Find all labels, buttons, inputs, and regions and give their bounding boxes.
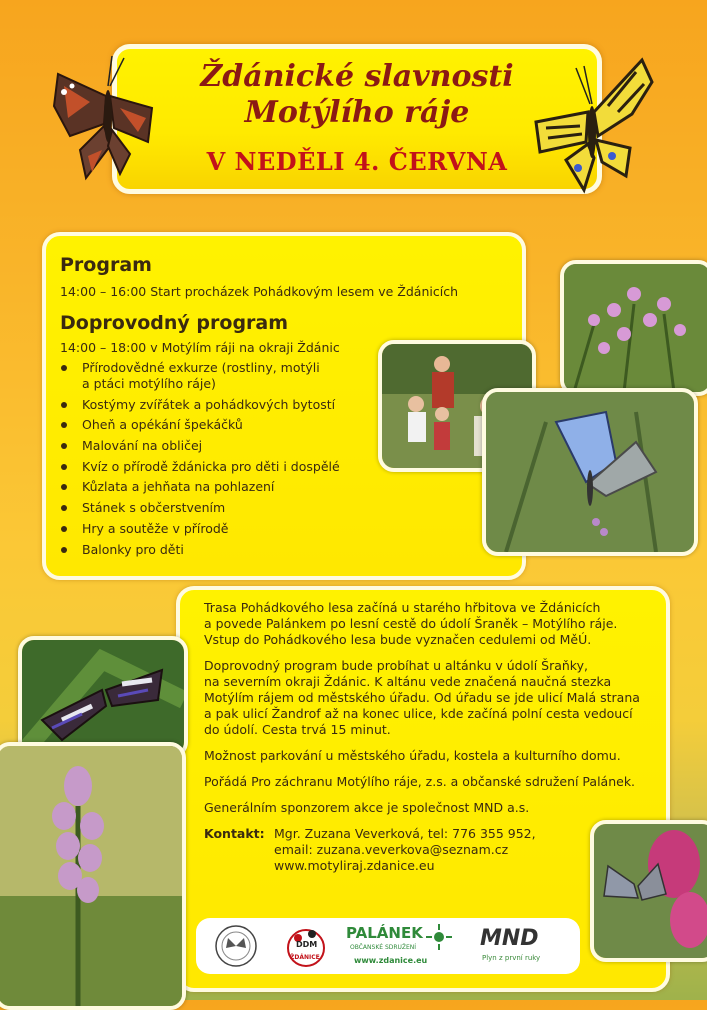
- motyli-raj-logo-icon: [214, 924, 258, 968]
- contact-label: Kontakt:: [204, 826, 265, 841]
- event-title: [117, 59, 597, 131]
- palanek-sun-icon: [426, 924, 452, 950]
- title-line-2: Motýlího ráje: [244, 95, 470, 130]
- companion-time: 14:00 – 18:00 v Motýlím ráji na okraji Ždánic: [60, 340, 340, 355]
- contact-web[interactable]: www.motyliraj.zdanice.eu: [274, 858, 435, 873]
- palanek-logo: [346, 924, 456, 970]
- parking-paragraph: Možnost parkování u městského úřadu, kostela a kulturního domu.: [204, 748, 621, 763]
- program-line: 14:00 – 16:00 Start procházek Pohádkovým lesem ve Ždánicích: [60, 284, 459, 299]
- photo-pink-flowers: [560, 260, 707, 396]
- title-line-1: Ždánické slavnosti: [200, 59, 514, 94]
- contact-block: [204, 826, 654, 878]
- title-box: [112, 44, 602, 194]
- red-admiral-butterfly-icon: [50, 46, 158, 186]
- list-item: Kůzlata a jehňata na pohlazení: [60, 479, 380, 495]
- blue-butterfly-image-icon: [486, 392, 694, 552]
- mnd-logo: [478, 926, 568, 968]
- companion-heading: Doprovodný program: [60, 312, 289, 334]
- sponsor-logos: [196, 918, 580, 974]
- contact-email[interactable]: email: zuzana.veverkova@seznam.cz: [274, 842, 509, 857]
- photo-purple-emperor: [18, 636, 188, 758]
- organizer-paragraph: Pořádá Pro záchranu Motýlího ráje, z.s. a občanské sdružení Palánek.: [204, 774, 636, 789]
- purple-emperor-image-icon: [22, 640, 184, 754]
- ddm-logo: [282, 922, 330, 970]
- flowers-image-icon: [564, 264, 707, 392]
- palanek-title: PALÁNEK: [346, 924, 423, 942]
- list-item: Balonky pro děti: [60, 542, 380, 558]
- sponsor-paragraph: Generálním sponzorem akce je společnost MND a.s.: [204, 800, 530, 815]
- list-item: Stánek s občerstvením: [60, 500, 380, 516]
- info-content: [204, 600, 654, 878]
- photo-butterfly-pink-flower: [590, 820, 707, 962]
- palanek-web[interactable]: www.zdanice.eu: [354, 956, 428, 965]
- orchid-image-icon: [0, 746, 182, 1006]
- photo-blue-butterfly: [482, 388, 698, 556]
- route-paragraph: Trasa Pohádkového lesa začíná u starého hřbitova ve Ždánicích a povede Palánkem po lesní cestě do údolí Šraněk – Motýlího ráje. Vstup do Pohádkového lesa bude vyznačen cedulemi od MěÚ.: [204, 600, 618, 647]
- event-date: V NEDĚLI 4. ČERVNA: [206, 147, 508, 176]
- photo-orchid: [0, 742, 186, 1010]
- list-item: Malování na obličej: [60, 438, 380, 454]
- butterfly-pink-flower-image-icon: [594, 824, 707, 958]
- mnd-title: MND: [480, 926, 539, 951]
- companion-paragraph: Doprovodný program bude probíhat u altánku v údolí Šraňky, na severním okraji Ždánic. K altánu vede značená naučná stezka Motýlím rájem od městského úřadu. Od úřadu se jde ulicí Malá strana a pak ulicí Žandrof až na konec ulice, kde začíná polní cesta vedoucí do údolí. Cesta trvá 15 minut.: [204, 658, 640, 737]
- mnd-slogan: Plyn z první ruky: [482, 954, 541, 962]
- list-item: Hry a soutěže v přírodě: [60, 521, 380, 537]
- ddm-text: DDM: [296, 940, 318, 949]
- palanek-sub: OBČANSKÉ SDRUŽENÍ: [350, 944, 416, 951]
- list-item: Kostýmy zvířátek a pohádkových bytostí: [60, 397, 380, 413]
- program-heading: Program: [60, 254, 152, 276]
- companion-list: [60, 360, 380, 558]
- contact-name: Mgr. Zuzana Veverková, tel: 776 355 952,: [274, 826, 536, 841]
- list-item: Kvíz o přírodě ždánicka pro děti i dospělé: [60, 459, 380, 475]
- list-item: Oheň a opékání špekáčků: [60, 417, 380, 433]
- ddm-sub: ŽDÁNICE: [290, 954, 320, 961]
- program-content: [60, 254, 459, 562]
- swallowtail-butterfly-icon: [532, 56, 654, 196]
- list-item: Přírodovědné exkurze (rostliny, motýli a ptáci motýlího ráje): [60, 360, 380, 392]
